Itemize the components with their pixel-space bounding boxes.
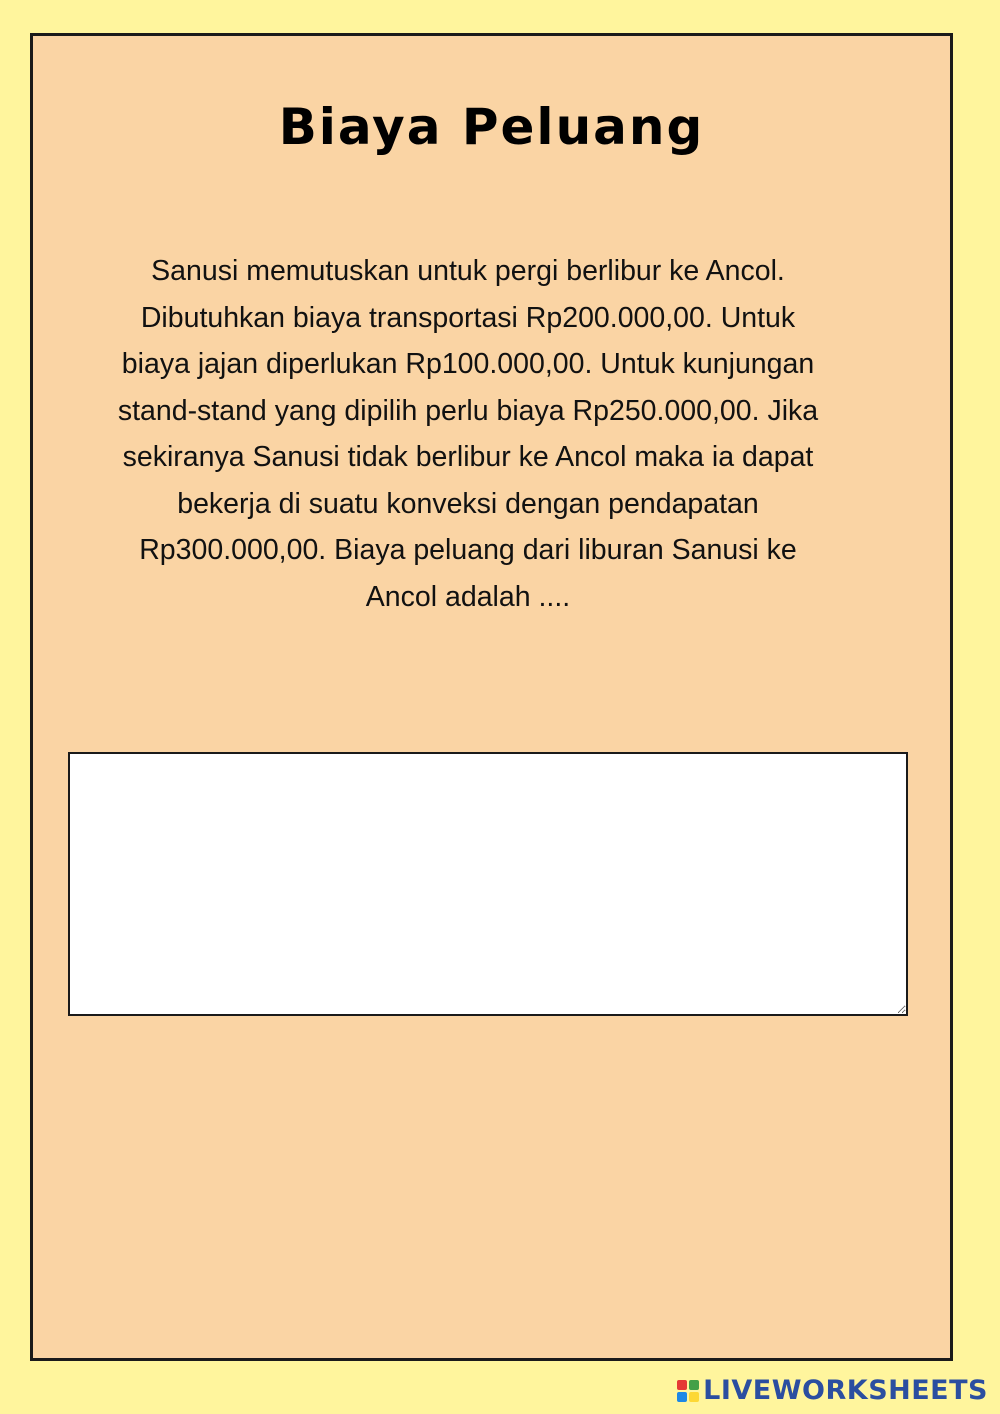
brand-name: LIVEWORKSHEETS (703, 1375, 988, 1406)
question-text: Sanusi memutuskan untuk pergi berlibur ke Ancol. Dibutuhkan biaya transportasi Rp200.000,00. Untuk biaya jajan diperlukan Rp100.000,00. Untuk kunjungan stand-stand yang dipilih perlu biaya Rp250.000,00. Jika sekiranya Sanusi tidak berlibur ke Ancol maka ia dapat bekerja di suatu konveksi dengan pendapatan Rp300.000,00. Biaya peluang dari liburan Sanusi ke Ancol adalah .... (117, 255, 819, 613)
logo-square-green (689, 1380, 699, 1390)
liveworksheets-branding[interactable] (677, 1375, 988, 1406)
logo-square-yellow (689, 1392, 699, 1402)
liveworksheets-logo-icon (677, 1380, 699, 1402)
worksheet-title: Biaya Peluang (278, 98, 705, 156)
answer-input[interactable] (68, 752, 908, 1016)
logo-square-red (677, 1380, 687, 1390)
logo-square-blue (677, 1392, 687, 1402)
worksheet-card (30, 33, 953, 1361)
